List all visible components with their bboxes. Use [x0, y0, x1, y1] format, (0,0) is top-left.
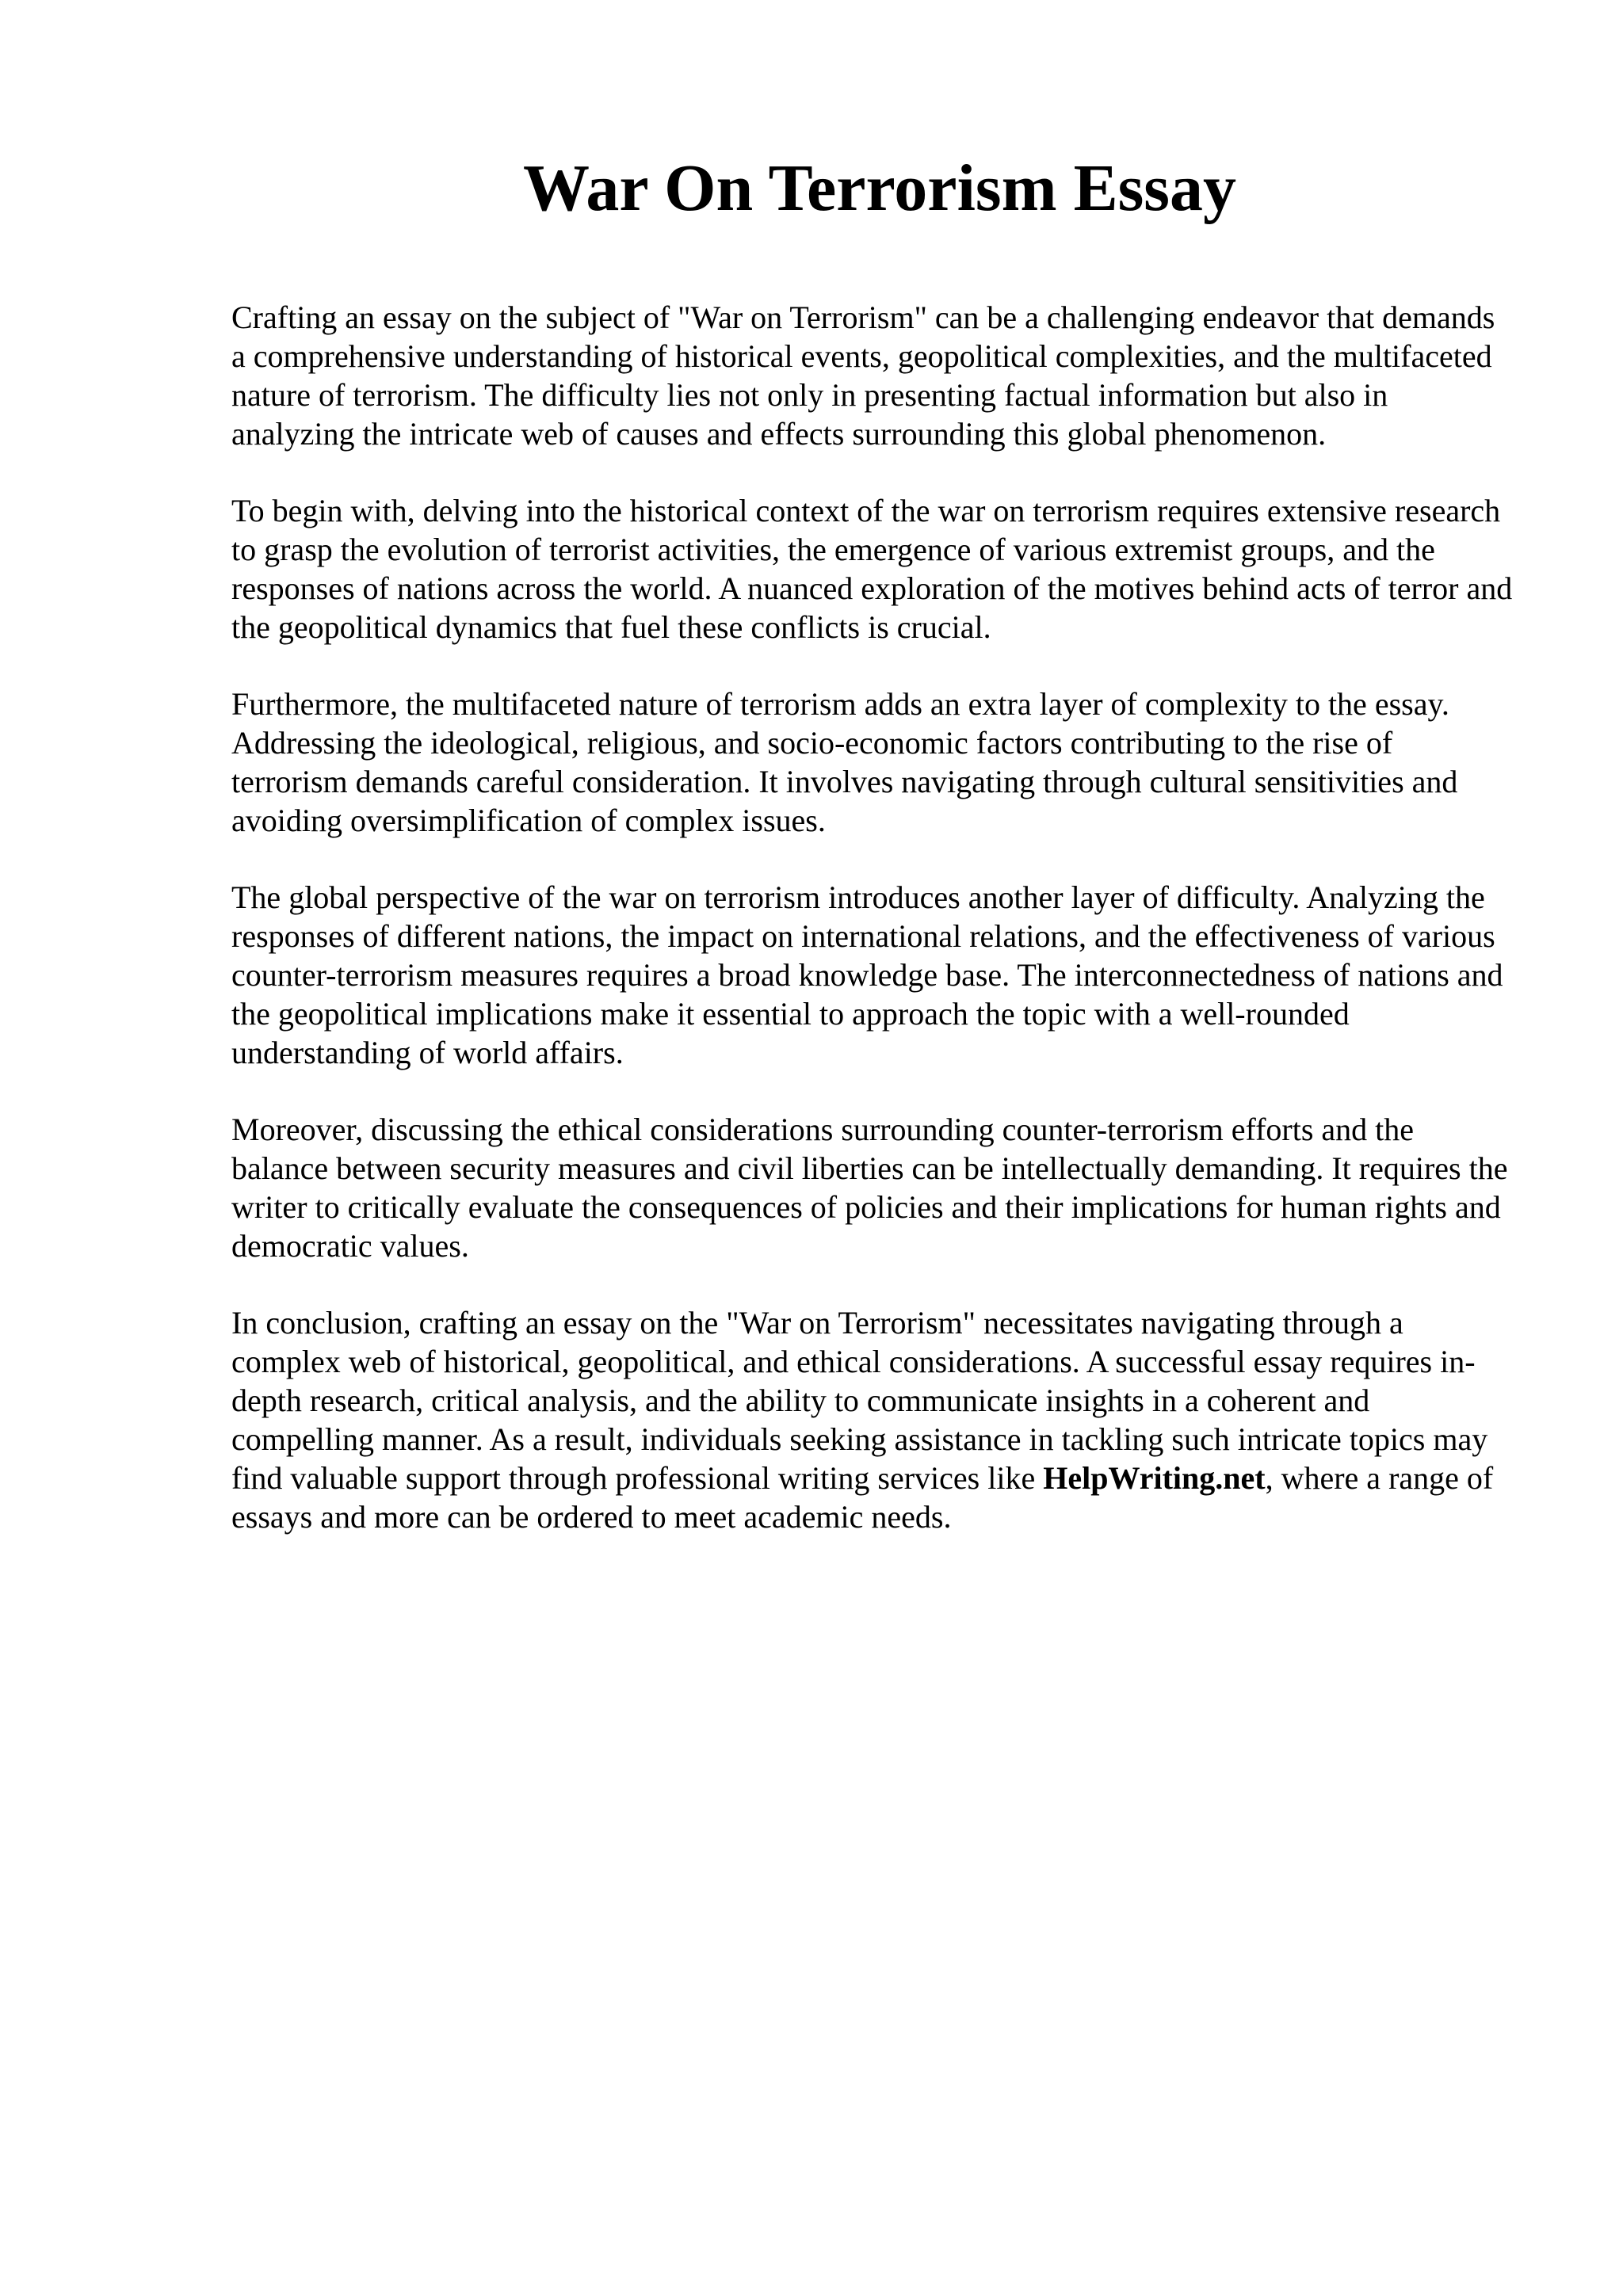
document-title: War On Terrorism Essay — [522, 151, 1236, 225]
essay-body — [231, 298, 1515, 1574]
helpwriting-link[interactable]: HelpWriting.net — [1043, 1460, 1266, 1496]
paragraph-4: The global perspective of the war on terrorism introduces another layer of difficulty. Analyzing the responses of different nations, the impact on international relations, and the effectiveness of various counter-terrorism measures requires a broad knowledge base. The interconnectedness of nations and the geopolitical implications make it essential to approach the topic with a well-rounded understanding of world affairs. — [231, 879, 1503, 1070]
paragraph-5: Moreover, discussing the ethical considerations surrounding counter-terrorism efforts and the balance between security measures and civil liberties can be intellectually demanding. It requires the writer to critically evaluate the consequences of policies and their implications for human rights and democratic values. — [231, 1112, 1508, 1264]
paragraph-2: To begin with, delving into the historical context of the war on terrorism requires extensive research to grasp the evolution of terrorist activities, the emergence of various extremist groups, and the responses of nations across the world. A nuanced exploration of the motives behind acts of terror and the geopolitical dynamics that fuel these conflicts is crucial. — [231, 493, 1513, 645]
conclusion-text-before-link: In conclusion, crafting an essay on the "War on Terrorism" necessitates navigating through a complex web of historical, geopolitical, and ethical considerations. A successful essay requires in-depth research, critical analysis, and the ability to communicate insights in a coherent and compelling manner. As a result, individuals seeking assistance in tackling such intricate topics may find valuable support through professional writing services like — [231, 1305, 1488, 1496]
paragraph-conclusion — [231, 1303, 1515, 1536]
paragraph-3: Furthermore, the multifaceted nature of terrorism adds an extra layer of complexity to the essay. Addressing the ideological, religious, and socio-economic factors contributing to the rise of terrorism demands careful consideration. It involves navigating through cultural sensitivities and avoiding oversimplification of complex issues. — [231, 686, 1458, 838]
conclusion-text-after-link: , where a range of essays and more can be ordered to meet academic needs. — [231, 1460, 1494, 1535]
paragraph-1: Crafting an essay on the subject of "War on Terrorism" can be a challenging endeavor that demands a comprehensive understanding of historical events, geopolitical complexities, and the multifaceted nature of terrorism. The difficulty lies not only in presenting factual information but also in analyzing the intricate web of causes and effects surrounding this global phenomenon. — [231, 299, 1495, 452]
